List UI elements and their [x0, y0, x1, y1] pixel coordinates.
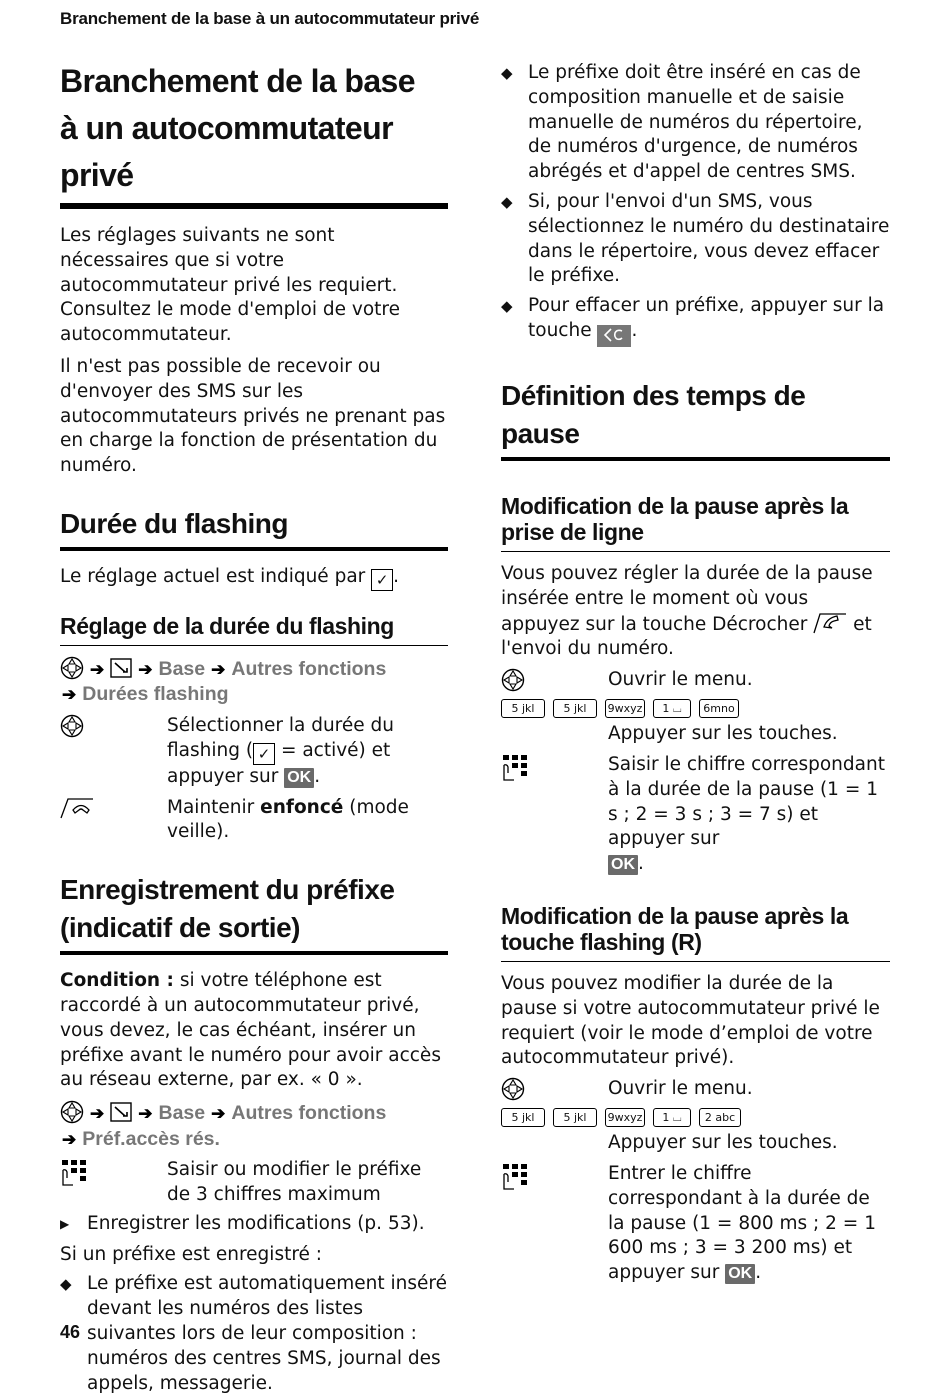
- condition-label: Condition :: [60, 970, 174, 992]
- key-5: 5 jkl: [501, 1108, 545, 1127]
- flash-idle-pre: Maintenir: [167, 796, 255, 818]
- subsection-title-pause-line: Modification de la pause après la prise de ligne: [501, 493, 890, 552]
- flash-step-text-b: = activé) et appuyer sur: [167, 739, 391, 787]
- prefix-bullet-1: [60, 1272, 448, 1396]
- arrow-icon: ➔: [211, 659, 226, 679]
- open-menu-text: Ouvrir le menu.: [608, 669, 753, 691]
- title-line-1: Branchement de la base: [60, 63, 415, 99]
- key-2: 2 abc: [699, 1108, 741, 1127]
- pause1-step-open: [501, 668, 890, 696]
- arrow-icon: ➔: [62, 685, 77, 705]
- left-column: [60, 58, 448, 1396]
- key-1: 1 ⌴: [653, 699, 691, 718]
- key-5: 5 jkl: [553, 1108, 597, 1127]
- navigation-key-icon: [501, 668, 608, 696]
- flash-step-select: [60, 714, 448, 790]
- settings-icon: [110, 1102, 132, 1124]
- pause1-text: [501, 562, 890, 662]
- flash-current-period: .: [393, 565, 400, 587]
- pause1-enter-label: Saisir le chiffre correspondant à la durée de la pause (1 = 1 s ; 2 = 3 s ; 3 = 7 s) et appuyer sur: [608, 753, 885, 850]
- navigation-key-icon: [60, 1102, 84, 1124]
- end-call-key-icon: [60, 796, 167, 824]
- triangle-icon: ▶: [60, 1216, 70, 1231]
- arrow-icon: ➔: [90, 659, 105, 679]
- menu-item-base: Base: [158, 657, 206, 680]
- clear-key-icon: [597, 325, 631, 347]
- prefix-step-enter: [60, 1158, 448, 1208]
- arrow-icon: ➔: [211, 1104, 226, 1124]
- flash-current-label: Le réglage actuel est indiqué par: [60, 565, 366, 587]
- pause1-keys: [501, 698, 890, 718]
- pause2-enter-label: Entrer le chiffre correspondant à la durée de la pause (1 = 800 ms ; 2 = 1 600 ms ; 3 = 3 200 ms) et appuyer sur: [608, 1162, 876, 1284]
- bullet-icon: ◆: [501, 64, 513, 82]
- bullet-icon: ◆: [501, 192, 513, 211]
- title-line-2: à un autocommutateur privé: [60, 110, 393, 193]
- subsection-title-pause-flash: Modification de la pause après la touche flashing (R): [501, 903, 890, 962]
- keypad-icon: [501, 1162, 608, 1196]
- prefix-if-text: Si un préfixe est enregistré :: [60, 1243, 323, 1265]
- prefix-bullet-4-text: Pour effacer un préfixe, appuyer sur la touche .: [528, 294, 890, 347]
- prefix-bullet-3: [501, 190, 890, 289]
- key-5: 5 jkl: [553, 699, 597, 718]
- pause2-enter-text: Entrer le chiffre correspondant à la durée de la pause (1 = 800 ms ; 2 = 1 600 ms ; 3 = 3 200 ms) et appuyer sur OK .: [608, 1162, 876, 1284]
- keypad-icon: [501, 753, 608, 787]
- prefix-bullet-3-text: Si, pour l'envoi d'un SMS, vous sélectionnez le numéro du destinataire dans le répertoire, vous devez effacer le préfixe.: [528, 190, 890, 287]
- prefix-bullet-4: [501, 294, 890, 347]
- section-title-prefix: [60, 871, 448, 955]
- prefix-title-line-2: (indicatif de sortie): [60, 912, 300, 944]
- flash-step-select-text: Sélectionner la durée du flashing ( ✓ = activé) et appuyer sur OK .: [167, 714, 394, 787]
- arrow-icon: ➔: [138, 659, 153, 679]
- section-title-flashing: Durée du flashing: [60, 505, 448, 551]
- menu-item-other-functions: Autres fonctions: [231, 657, 387, 680]
- prefix-save-item: [60, 1212, 448, 1237]
- arrow-icon: ➔: [90, 1104, 105, 1124]
- check-icon: ✓: [371, 569, 393, 591]
- flash-step-text-a: Sélectionner la durée du flashing (: [167, 714, 394, 761]
- flash-idle-bold: enfoncé: [260, 796, 344, 818]
- key-9: 9wxyz: [605, 1108, 645, 1127]
- navigation-key-icon: [60, 714, 167, 742]
- flash-step-idle-text: [167, 796, 448, 846]
- flash-current-text: [60, 565, 448, 591]
- bullet-4-label: Pour effacer un préfixe, appuyer sur la touche: [528, 295, 885, 341]
- prefix-bullet-2: [501, 61, 890, 185]
- navigation-key-icon: [501, 1077, 608, 1105]
- press-keys-text: Appuyer sur les touches.: [608, 1132, 838, 1154]
- press-keys-text: Appuyer sur les touches.: [608, 723, 838, 745]
- pause1-step-enter: [501, 753, 890, 877]
- intro-paragraph-1: Les réglages suivants ne sont nécessaires que si votre autocommutateur privé les requiert. Consultez le mode d'emploi de votre autocommutateur.: [60, 225, 401, 346]
- prefix-menu-path: [60, 1100, 448, 1152]
- prefix-title-line-1: Enregistrement du préfixe: [60, 874, 395, 906]
- menu-item-prefix-access: Préf.accès rés.: [82, 1127, 220, 1150]
- ok-key: OK: [284, 768, 314, 788]
- right-column: [501, 61, 890, 1286]
- ok-key: OK: [725, 1264, 755, 1284]
- flash-step-idle: [60, 796, 448, 846]
- bullet-icon: ◆: [501, 297, 513, 316]
- subsection-title-flash-duration: Réglage de la durée du flashing: [60, 613, 448, 646]
- key-1: 1 ⌴: [653, 1108, 691, 1127]
- pause2-step-enter: [501, 1162, 890, 1286]
- menu-item-flash-durations: Durées flashing: [82, 683, 229, 706]
- key-6: 6mno: [699, 699, 739, 718]
- prefix-save-text: Enregistrer les modifications (p. 53).: [87, 1212, 425, 1234]
- pause2-step-open: [501, 1077, 890, 1105]
- arrow-icon: ➔: [62, 1129, 77, 1149]
- section-title-pause: Définition des temps de pause: [501, 377, 890, 461]
- prefix-step-text: Saisir ou modifier le préfixe de 3 chiffres maximum: [167, 1159, 422, 1205]
- pause2-text: Vous pouvez modifier la durée de la pause si votre autocommutateur privé le requiert (voir le mode d’emploi de votre autocommutateur privé).: [501, 972, 880, 1069]
- prefix-bullet-1-text: Le préfixe est automatiquement inséré devant les numéros des listes suivantes lors de leur composition : numéros des centres SMS, journal des appels, messagerie.: [87, 1273, 447, 1394]
- key-9: 9wxyz: [605, 699, 645, 718]
- arrow-icon: ➔: [138, 1104, 153, 1124]
- off-hook-key-icon: [813, 614, 847, 635]
- ok-key: OK: [608, 855, 638, 875]
- check-icon: ✓: [253, 743, 275, 765]
- pause1-enter-text: Saisir le chiffre correspondant à la durée de la pause (1 = 1 s ; 2 = 3 s ; 3 = 7 s) et appuyer sur OK .: [608, 753, 885, 875]
- bullet-icon: ◆: [60, 1275, 72, 1294]
- prefix-bullet-2-text: Le préfixe doit être inséré en cas de composition manuelle et de saisie manuelle de numéros du répertoire, de numéros d'urgence, de numéros abrégés et d'appel de centres SMS.: [528, 62, 863, 183]
- navigation-key-icon: [60, 658, 84, 680]
- keypad-icon: [60, 1158, 167, 1192]
- pause2-keys: [501, 1107, 890, 1127]
- condition-text: si votre téléphone est raccordé à un autocommutateur privé, vous devez, le cas échéant, insérer un préfixe avant le numéro pour avoir accès au réseau externe, par ex. « 0 ».: [60, 970, 441, 1091]
- flash-idle-post: (mode veille).: [167, 796, 409, 843]
- menu-item-other-functions: Autres fonctions: [231, 1102, 387, 1125]
- intro-paragraph-2: Il n'est pas possible de recevoir ou d'envoyer des SMS sur les autocommutateurs privés ne prenant pas en charge la fonction de présentation du numéro.: [60, 355, 446, 477]
- open-menu-text: Ouvrir le menu.: [608, 1078, 753, 1100]
- settings-icon: [110, 658, 132, 680]
- pause1-text-b: et l'envoi du numéro.: [501, 613, 872, 660]
- menu-item-base: Base: [158, 1102, 206, 1125]
- prefix-condition: [60, 969, 448, 1093]
- page-title: [60, 58, 448, 209]
- pause1-text-a: Vous pouvez régler la durée de la pause insérée entre le moment où vous appuyez sur la touche Décrocher: [501, 562, 873, 635]
- key-5: 5 jkl: [501, 699, 545, 718]
- flash-menu-path: [60, 656, 448, 708]
- running-header: Branchement de la base à un autocommutateur privé: [60, 9, 480, 28]
- page-number: 46: [60, 1322, 81, 1342]
